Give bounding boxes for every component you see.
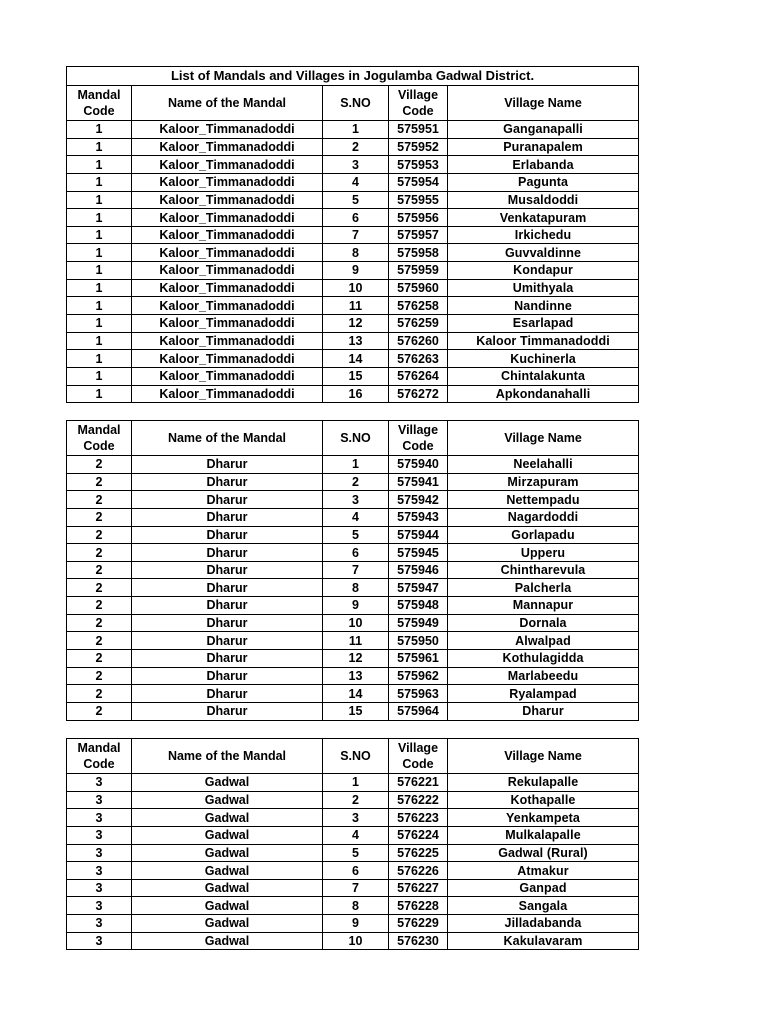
mandal-name-cell: Dharur xyxy=(132,632,323,650)
mandal-code-cell: 1 xyxy=(67,350,132,368)
village-name-cell: Nandinne xyxy=(448,297,639,315)
table-row xyxy=(67,544,639,562)
table-row xyxy=(67,138,639,156)
village-name-cell: Puranapalem xyxy=(448,138,639,156)
village-code-cell: 575953 xyxy=(389,156,448,174)
village-code-cell: 575948 xyxy=(389,597,448,615)
sno-cell: 10 xyxy=(323,614,389,632)
village-name-cell: Kothulagidda xyxy=(448,650,639,668)
header-row xyxy=(67,421,639,456)
mandal-code-cell: 2 xyxy=(67,473,132,491)
village-name-cell: Ganganapalli xyxy=(448,121,639,139)
mandal-code-cell: 1 xyxy=(67,367,132,385)
table-row xyxy=(67,209,639,227)
mandal-code-cell: 3 xyxy=(67,915,132,933)
mandal-code-cell: 1 xyxy=(67,173,132,191)
village-name-cell: Kondapur xyxy=(448,262,639,280)
mandal-name-cell: Kaloor_Timmanadoddi xyxy=(132,332,323,350)
village-name-cell: Dornala xyxy=(448,614,639,632)
mandal-code-cell: 1 xyxy=(67,244,132,262)
mandal-name-cell: Kaloor_Timmanadoddi xyxy=(132,209,323,227)
mandal-table-3 xyxy=(66,738,639,950)
village-name-cell: Venkatapuram xyxy=(448,209,639,227)
sno-cell: 7 xyxy=(323,561,389,579)
table-row xyxy=(67,774,639,792)
village-code-cell: 575945 xyxy=(389,544,448,562)
table-row xyxy=(67,332,639,350)
village-code-cell: 575954 xyxy=(389,173,448,191)
table-row xyxy=(67,191,639,209)
village-code-cell: 575940 xyxy=(389,456,448,474)
mandal-name-cell: Kaloor_Timmanadoddi xyxy=(132,279,323,297)
header-mandal-name: Name of the Mandal xyxy=(132,421,323,456)
sno-cell: 10 xyxy=(323,932,389,950)
village-name-cell: Erlabanda xyxy=(448,156,639,174)
village-name-cell: Kaloor Timmanadoddi xyxy=(448,332,639,350)
village-name-cell: Rekulapalle xyxy=(448,774,639,792)
header-village-code: Village Code xyxy=(389,739,448,774)
mandal-code-cell: 3 xyxy=(67,932,132,950)
mandal-name-cell: Kaloor_Timmanadoddi xyxy=(132,385,323,403)
mandal-code-cell: 2 xyxy=(67,456,132,474)
mandal-name-cell: Kaloor_Timmanadoddi xyxy=(132,121,323,139)
mandal-name-cell: Gadwal xyxy=(132,809,323,827)
village-name-cell: Atmakur xyxy=(448,862,639,880)
title-row xyxy=(67,67,639,86)
table-row xyxy=(67,932,639,950)
mandal-code-cell: 3 xyxy=(67,774,132,792)
village-name-cell: Mirzapuram xyxy=(448,473,639,491)
mandal-code-cell: 1 xyxy=(67,332,132,350)
mandal-name-cell: Gadwal xyxy=(132,932,323,950)
mandal-name-cell: Kaloor_Timmanadoddi xyxy=(132,191,323,209)
table-row xyxy=(67,367,639,385)
village-code-cell: 575959 xyxy=(389,262,448,280)
mandal-name-cell: Dharur xyxy=(132,491,323,509)
mandal-name-cell: Dharur xyxy=(132,456,323,474)
village-name-cell: Ryalampad xyxy=(448,685,639,703)
table-row xyxy=(67,650,639,668)
mandal-name-cell: Kaloor_Timmanadoddi xyxy=(132,244,323,262)
village-code-cell: 575955 xyxy=(389,191,448,209)
sno-cell: 6 xyxy=(323,862,389,880)
mandal-code-cell: 1 xyxy=(67,121,132,139)
village-code-cell: 576224 xyxy=(389,826,448,844)
table-row xyxy=(67,809,639,827)
mandal-code-cell: 2 xyxy=(67,597,132,615)
village-name-cell: Upperu xyxy=(448,544,639,562)
village-code-cell: 575941 xyxy=(389,473,448,491)
table-body xyxy=(67,456,639,721)
sno-cell: 1 xyxy=(323,121,389,139)
table-row xyxy=(67,862,639,880)
header-mandal-code: Mandal Code xyxy=(67,86,132,121)
sno-cell: 14 xyxy=(323,350,389,368)
sno-cell: 12 xyxy=(323,650,389,668)
sno-cell: 9 xyxy=(323,915,389,933)
mandal-name-cell: Dharur xyxy=(132,597,323,615)
village-name-cell: Kothapalle xyxy=(448,791,639,809)
village-name-cell: Musaldoddi xyxy=(448,191,639,209)
sno-cell: 11 xyxy=(323,632,389,650)
village-name-cell: Mannapur xyxy=(448,597,639,615)
mandal-name-cell: Dharur xyxy=(132,702,323,720)
header-mandal-name: Name of the Mandal xyxy=(132,86,323,121)
table-row xyxy=(67,844,639,862)
village-name-cell: Kakulavaram xyxy=(448,932,639,950)
table-row xyxy=(67,473,639,491)
mandal-name-cell: Dharur xyxy=(132,508,323,526)
mandal-name-cell: Gadwal xyxy=(132,844,323,862)
village-name-cell: Apkondanahalli xyxy=(448,385,639,403)
village-name-cell: Kuchinerla xyxy=(448,350,639,368)
table-row xyxy=(67,173,639,191)
sno-cell: 7 xyxy=(323,879,389,897)
mandal-code-cell: 1 xyxy=(67,138,132,156)
mandal-code-cell: 2 xyxy=(67,579,132,597)
mandal-name-cell: Gadwal xyxy=(132,897,323,915)
sno-cell: 8 xyxy=(323,244,389,262)
village-code-cell: 575956 xyxy=(389,209,448,227)
sno-cell: 14 xyxy=(323,685,389,703)
mandal-code-cell: 1 xyxy=(67,156,132,174)
table-row xyxy=(67,350,639,368)
mandal-code-cell: 1 xyxy=(67,209,132,227)
table-row xyxy=(67,915,639,933)
table-row xyxy=(67,526,639,544)
table-row xyxy=(67,579,639,597)
sno-cell: 11 xyxy=(323,297,389,315)
header-village-name: Village Name xyxy=(448,739,639,774)
village-code-cell: 576260 xyxy=(389,332,448,350)
village-code-cell: 575950 xyxy=(389,632,448,650)
sno-cell: 15 xyxy=(323,367,389,385)
mandal-code-cell: 2 xyxy=(67,544,132,562)
mandal-code-cell: 2 xyxy=(67,526,132,544)
village-name-cell: Mulkalapalle xyxy=(448,826,639,844)
table-row xyxy=(67,156,639,174)
table-row xyxy=(67,561,639,579)
header-village-code: Village Code xyxy=(389,421,448,456)
header-sno: S.NO xyxy=(323,421,389,456)
header-village-code: Village Code xyxy=(389,86,448,121)
village-code-cell: 575958 xyxy=(389,244,448,262)
sno-cell: 8 xyxy=(323,897,389,915)
header-mandal-code: Mandal Code xyxy=(67,739,132,774)
mandal-name-cell: Kaloor_Timmanadoddi xyxy=(132,226,323,244)
village-name-cell: Gadwal (Rural) xyxy=(448,844,639,862)
village-code-cell: 576228 xyxy=(389,897,448,915)
village-code-cell: 575942 xyxy=(389,491,448,509)
mandal-name-cell: Gadwal xyxy=(132,862,323,880)
sno-cell: 3 xyxy=(323,809,389,827)
mandal-name-cell: Kaloor_Timmanadoddi xyxy=(132,297,323,315)
sno-cell: 5 xyxy=(323,526,389,544)
village-name-cell: Sangala xyxy=(448,897,639,915)
header-row xyxy=(67,739,639,774)
header-sno: S.NO xyxy=(323,739,389,774)
sno-cell: 10 xyxy=(323,279,389,297)
village-name-cell: Neelahalli xyxy=(448,456,639,474)
mandal-name-cell: Dharur xyxy=(132,667,323,685)
village-code-cell: 575964 xyxy=(389,702,448,720)
mandal-code-cell: 3 xyxy=(67,862,132,880)
sno-cell: 12 xyxy=(323,315,389,333)
mandal-code-cell: 2 xyxy=(67,491,132,509)
sno-cell: 4 xyxy=(323,173,389,191)
mandal-name-cell: Kaloor_Timmanadoddi xyxy=(132,367,323,385)
village-code-cell: 576227 xyxy=(389,879,448,897)
header-row xyxy=(67,86,639,121)
village-code-cell: 576226 xyxy=(389,862,448,880)
mandal-code-cell: 3 xyxy=(67,791,132,809)
village-name-cell: Pagunta xyxy=(448,173,639,191)
village-name-cell: Irkichedu xyxy=(448,226,639,244)
mandal-table-2 xyxy=(66,420,639,721)
table-row xyxy=(67,491,639,509)
sno-cell: 5 xyxy=(323,844,389,862)
village-name-cell: Palcherla xyxy=(448,579,639,597)
mandal-code-cell: 2 xyxy=(67,614,132,632)
table-row xyxy=(67,508,639,526)
village-name-cell: Umithyala xyxy=(448,279,639,297)
mandal-name-cell: Dharur xyxy=(132,579,323,597)
table-row xyxy=(67,614,639,632)
mandal-name-cell: Gadwal xyxy=(132,915,323,933)
mandal-code-cell: 1 xyxy=(67,262,132,280)
sno-cell: 13 xyxy=(323,332,389,350)
header-mandal-code: Mandal Code xyxy=(67,421,132,456)
mandal-code-cell: 1 xyxy=(67,385,132,403)
table-row xyxy=(67,897,639,915)
mandal-code-cell: 3 xyxy=(67,809,132,827)
mandal-code-cell: 2 xyxy=(67,508,132,526)
mandal-name-cell: Dharur xyxy=(132,614,323,632)
table-row xyxy=(67,702,639,720)
sno-cell: 7 xyxy=(323,226,389,244)
table-row xyxy=(67,244,639,262)
mandal-code-cell: 2 xyxy=(67,667,132,685)
mandal-code-cell: 2 xyxy=(67,650,132,668)
mandal-name-cell: Gadwal xyxy=(132,791,323,809)
village-code-cell: 575947 xyxy=(389,579,448,597)
village-name-cell: Ganpad xyxy=(448,879,639,897)
header-sno: S.NO xyxy=(323,86,389,121)
mandal-name-cell: Kaloor_Timmanadoddi xyxy=(132,156,323,174)
mandal-name-cell: Gadwal xyxy=(132,826,323,844)
village-code-cell: 576258 xyxy=(389,297,448,315)
table-row xyxy=(67,667,639,685)
mandal-code-cell: 3 xyxy=(67,897,132,915)
village-code-cell: 575957 xyxy=(389,226,448,244)
mandal-code-cell: 1 xyxy=(67,226,132,244)
table-row xyxy=(67,279,639,297)
table-row xyxy=(67,262,639,280)
mandal-name-cell: Kaloor_Timmanadoddi xyxy=(132,173,323,191)
village-code-cell: 575963 xyxy=(389,685,448,703)
table-row xyxy=(67,297,639,315)
table-row xyxy=(67,826,639,844)
table-row xyxy=(67,456,639,474)
village-name-cell: Guvvaldinne xyxy=(448,244,639,262)
village-code-cell: 576225 xyxy=(389,844,448,862)
mandal-code-cell: 3 xyxy=(67,879,132,897)
mandal-code-cell: 2 xyxy=(67,702,132,720)
mandal-code-cell: 2 xyxy=(67,561,132,579)
village-code-cell: 576222 xyxy=(389,791,448,809)
village-name-cell: Nettempadu xyxy=(448,491,639,509)
table-row xyxy=(67,385,639,403)
mandal-code-cell: 2 xyxy=(67,685,132,703)
mandal-name-cell: Dharur xyxy=(132,526,323,544)
table-row xyxy=(67,315,639,333)
village-name-cell: Alwalpad xyxy=(448,632,639,650)
village-code-cell: 575944 xyxy=(389,526,448,544)
mandal-name-cell: Kaloor_Timmanadoddi xyxy=(132,138,323,156)
document-title: List of Mandals and Villages in Jogulamba Gadwal District. xyxy=(67,67,639,86)
header-village-name: Village Name xyxy=(448,421,639,456)
sno-cell: 9 xyxy=(323,262,389,280)
sno-cell: 3 xyxy=(323,491,389,509)
sno-cell: 8 xyxy=(323,579,389,597)
village-code-cell: 575943 xyxy=(389,508,448,526)
village-code-cell: 576223 xyxy=(389,809,448,827)
village-name-cell: Nagardoddi xyxy=(448,508,639,526)
table-row xyxy=(67,597,639,615)
village-name-cell: Marlabeedu xyxy=(448,667,639,685)
village-code-cell: 575946 xyxy=(389,561,448,579)
village-code-cell: 576263 xyxy=(389,350,448,368)
village-code-cell: 575949 xyxy=(389,614,448,632)
sno-cell: 6 xyxy=(323,544,389,562)
village-name-cell: Jilladabanda xyxy=(448,915,639,933)
table-row xyxy=(67,879,639,897)
mandal-code-cell: 3 xyxy=(67,844,132,862)
village-code-cell: 576229 xyxy=(389,915,448,933)
village-name-cell: Yenkampeta xyxy=(448,809,639,827)
village-code-cell: 575960 xyxy=(389,279,448,297)
sno-cell: 4 xyxy=(323,826,389,844)
mandal-name-cell: Kaloor_Timmanadoddi xyxy=(132,315,323,333)
village-code-cell: 576264 xyxy=(389,367,448,385)
mandal-name-cell: Kaloor_Timmanadoddi xyxy=(132,350,323,368)
village-code-cell: 576259 xyxy=(389,315,448,333)
mandal-code-cell: 1 xyxy=(67,191,132,209)
village-name-cell: Chintharevula xyxy=(448,561,639,579)
mandal-name-cell: Kaloor_Timmanadoddi xyxy=(132,262,323,280)
mandal-code-cell: 3 xyxy=(67,826,132,844)
sno-cell: 3 xyxy=(323,156,389,174)
sno-cell: 1 xyxy=(323,456,389,474)
sno-cell: 15 xyxy=(323,702,389,720)
sno-cell: 2 xyxy=(323,138,389,156)
sno-cell: 4 xyxy=(323,508,389,526)
sno-cell: 2 xyxy=(323,473,389,491)
mandal-name-cell: Dharur xyxy=(132,473,323,491)
table-body xyxy=(67,774,639,950)
mandal-name-cell: Gadwal xyxy=(132,774,323,792)
village-code-cell: 576221 xyxy=(389,774,448,792)
sno-cell: 5 xyxy=(323,191,389,209)
sno-cell: 9 xyxy=(323,597,389,615)
sno-cell: 6 xyxy=(323,209,389,227)
mandal-table-1 xyxy=(66,66,639,403)
header-village-name: Village Name xyxy=(448,86,639,121)
village-name-cell: Esarlapad xyxy=(448,315,639,333)
table-body xyxy=(67,121,639,403)
table-row xyxy=(67,632,639,650)
village-name-cell: Gorlapadu xyxy=(448,526,639,544)
mandal-name-cell: Dharur xyxy=(132,561,323,579)
sno-cell: 1 xyxy=(323,774,389,792)
village-name-cell: Chintalakunta xyxy=(448,367,639,385)
village-code-cell: 576272 xyxy=(389,385,448,403)
village-code-cell: 576230 xyxy=(389,932,448,950)
sno-cell: 16 xyxy=(323,385,389,403)
mandal-name-cell: Dharur xyxy=(132,685,323,703)
mandal-code-cell: 1 xyxy=(67,315,132,333)
mandal-name-cell: Gadwal xyxy=(132,879,323,897)
village-name-cell: Dharur xyxy=(448,702,639,720)
table-row xyxy=(67,791,639,809)
table-row xyxy=(67,685,639,703)
mandal-code-cell: 1 xyxy=(67,297,132,315)
sno-cell: 2 xyxy=(323,791,389,809)
header-mandal-name: Name of the Mandal xyxy=(132,739,323,774)
village-code-cell: 575961 xyxy=(389,650,448,668)
sno-cell: 13 xyxy=(323,667,389,685)
village-code-cell: 575952 xyxy=(389,138,448,156)
village-code-cell: 575962 xyxy=(389,667,448,685)
village-code-cell: 575951 xyxy=(389,121,448,139)
mandal-code-cell: 1 xyxy=(67,279,132,297)
table-row xyxy=(67,121,639,139)
mandal-name-cell: Dharur xyxy=(132,650,323,668)
mandal-code-cell: 2 xyxy=(67,632,132,650)
table-row xyxy=(67,226,639,244)
mandal-name-cell: Dharur xyxy=(132,544,323,562)
